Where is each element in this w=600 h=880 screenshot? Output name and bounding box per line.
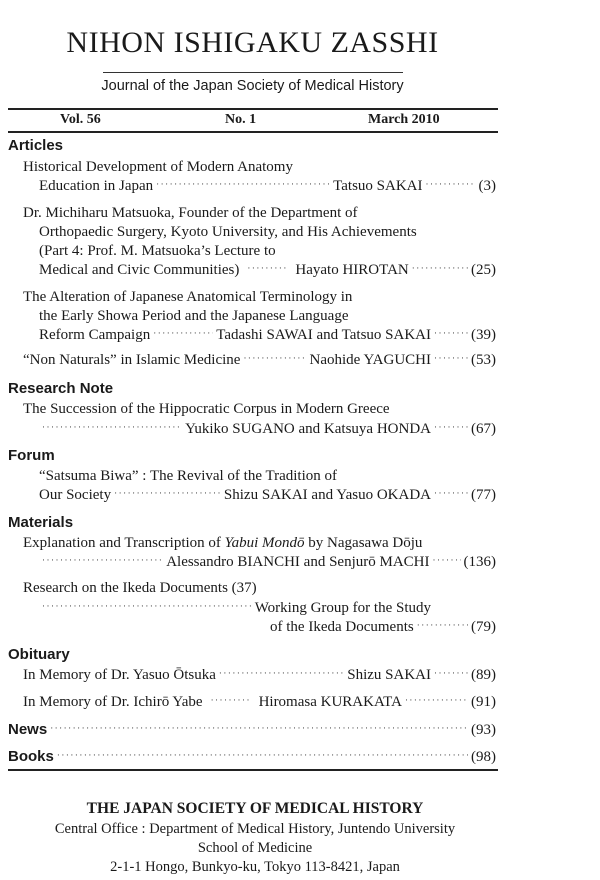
toc-author: Working Group for the Study bbox=[254, 600, 431, 616]
toc-title-line: Our Society bbox=[39, 487, 112, 503]
toc-entry-row[interactable] bbox=[8, 748, 496, 766]
leader-dots bbox=[434, 422, 468, 432]
leader-dots bbox=[153, 328, 213, 338]
top-rule bbox=[8, 108, 498, 110]
toc-title-line[interactable]: the Early Showa Period and the Japanese Language bbox=[39, 308, 349, 324]
toc-title-line[interactable]: (Part 4: Prof. M. Matsuoka’s Lecture to bbox=[39, 243, 276, 259]
toc-author: Yukiko SUGANO and Katsuya HONDA bbox=[185, 421, 431, 437]
leader-dots bbox=[434, 668, 468, 678]
toc-page: (98) bbox=[471, 749, 496, 765]
section-news: News bbox=[8, 721, 48, 738]
address-line: School of Medicine bbox=[197, 840, 313, 856]
title-divider bbox=[103, 72, 403, 73]
section-articles: Articles bbox=[8, 137, 64, 154]
toc-title-line[interactable]: Orthopaedic Surgery, Kyoto University, and His Achievements bbox=[39, 224, 417, 240]
leader-dots bbox=[57, 750, 468, 760]
toc-author: Hayato HIROTAN bbox=[295, 262, 409, 278]
toc-author: Shizu SAKAI and Yasuo OKADA bbox=[223, 487, 431, 503]
address-line: Central Office : Department of Medical History, Juntendo University bbox=[54, 821, 456, 837]
issue-rule bbox=[8, 131, 498, 133]
toc-title-line[interactable]: Historical Development of Modern Anatomy bbox=[23, 159, 293, 175]
toc-entry-row[interactable] bbox=[39, 262, 496, 279]
toc-entry-row[interactable] bbox=[39, 327, 496, 344]
toc-author: of the Ikeda Documents bbox=[270, 619, 414, 635]
toc-entry-row[interactable] bbox=[39, 178, 496, 195]
leader-dots bbox=[42, 555, 163, 565]
leader-dots bbox=[219, 668, 344, 678]
section-forum: Forum bbox=[8, 447, 55, 464]
leader-dots bbox=[42, 601, 252, 611]
toc-author: Hiromasa KURAKATA bbox=[258, 694, 402, 710]
section-obituary: Obituary bbox=[8, 646, 70, 663]
toc-title-line: In Memory of Dr. Ichirō Yabe bbox=[23, 694, 203, 710]
toc-page: (89) bbox=[471, 667, 496, 683]
toc-title-line: Reform Campaign bbox=[39, 327, 151, 343]
toc-page: (25) bbox=[471, 262, 496, 278]
toc-title-line[interactable]: “Satsuma Biwa” : The Revival of the Tradition of bbox=[39, 468, 338, 484]
leader-dots bbox=[405, 695, 468, 705]
toc-author: Tadashi SAWAI and Tatsuo SAKAI bbox=[216, 327, 431, 343]
toc-title-line: Education in Japan bbox=[39, 178, 154, 194]
toc-page: (3) bbox=[478, 178, 496, 194]
leader-dots bbox=[434, 328, 468, 338]
toc-title-line: Medical and Civic Communities) bbox=[39, 262, 240, 278]
toc-page: (77) bbox=[471, 487, 496, 503]
leader-dots bbox=[434, 353, 468, 363]
toc-author: Naohide YAGUCHI bbox=[309, 352, 431, 368]
section-books: Books bbox=[8, 748, 54, 765]
toc-author: Alessandro BIANCHI and Senjurō MACHI bbox=[166, 554, 430, 570]
volume-label: Vol. 56 bbox=[60, 112, 101, 127]
toc-entry-row[interactable] bbox=[8, 721, 496, 739]
leader-dots bbox=[412, 263, 468, 273]
toc-title-line[interactable]: The Alteration of Japanese Anatomical Terminology in bbox=[23, 289, 353, 305]
leader-dots bbox=[42, 422, 182, 432]
toc-entry-row[interactable] bbox=[23, 352, 496, 369]
toc-title-line[interactable]: Research on the Ikeda Documents (37) bbox=[23, 580, 257, 596]
toc-author: Shizu SAKAI bbox=[347, 667, 431, 683]
issue-number: No. 1 bbox=[225, 112, 257, 127]
journal-subtitle: Journal of the Japan Society of Medical History bbox=[101, 78, 404, 94]
toc-entry-row[interactable] bbox=[39, 600, 431, 617]
leader-dots bbox=[114, 488, 221, 498]
toc-entry-row[interactable] bbox=[23, 694, 496, 711]
toc-entry-row[interactable] bbox=[39, 554, 496, 571]
toc-title-line: “Non Naturals” in Islamic Medicine bbox=[23, 352, 241, 368]
section-materials: Materials bbox=[8, 514, 74, 531]
toc-entry-row[interactable] bbox=[39, 487, 496, 504]
toc-entry-row[interactable] bbox=[23, 667, 496, 684]
toc-page: (67) bbox=[471, 421, 496, 437]
toc-page: (53) bbox=[471, 352, 496, 368]
toc-page: (136) bbox=[463, 554, 496, 570]
toc-title-line: In Memory of Dr. Yasuo Ōtsuka bbox=[23, 667, 216, 683]
leader-dots bbox=[417, 620, 468, 630]
journal-title: NIHON ISHIGAKU ZASSHI bbox=[66, 26, 439, 59]
leader-dots bbox=[433, 555, 461, 565]
leader-dots bbox=[50, 723, 468, 733]
address-line: 2-1-1 Hongo, Bunkyo-ku, Tokyo 113-8421, Japan bbox=[110, 859, 400, 875]
society-name: THE JAPAN SOCIETY OF MEDICAL HISTORY bbox=[86, 800, 424, 817]
toc-entry-row[interactable] bbox=[270, 619, 496, 636]
leader-dots bbox=[156, 179, 330, 189]
toc-title-line[interactable]: Dr. Michiharu Matsuoka, Founder of the Department of bbox=[23, 205, 358, 221]
toc-page: (91) bbox=[471, 694, 496, 710]
leader-dots bbox=[211, 695, 251, 705]
toc-page: (39) bbox=[471, 327, 496, 343]
toc-page: (79) bbox=[471, 619, 496, 635]
section-research-note: Research Note bbox=[8, 380, 114, 397]
bottom-rule bbox=[8, 769, 498, 771]
toc-author: Tatsuo SAKAI bbox=[333, 178, 423, 194]
leader-dots bbox=[247, 263, 287, 273]
issue-date: March 2010 bbox=[368, 112, 440, 127]
leader-dots bbox=[243, 353, 306, 363]
toc-title-line[interactable]: The Succession of the Hippocratic Corpus in Modern Greece bbox=[23, 401, 390, 417]
leader-dots bbox=[426, 179, 476, 189]
toc-entry-row[interactable] bbox=[39, 421, 496, 438]
toc-title-line[interactable]: Explanation and Transcription of Yabui Mondō by Nagasawa Dōju bbox=[23, 535, 423, 551]
leader-dots bbox=[434, 488, 468, 498]
toc-page: (93) bbox=[471, 722, 496, 738]
